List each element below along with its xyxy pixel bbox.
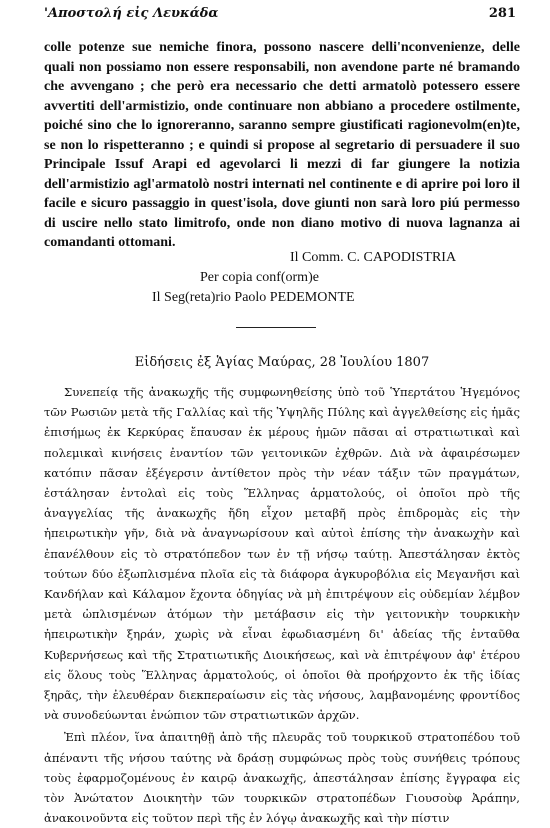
greek-paragraph-2: Ἐπὶ πλέον, ἵνα ἀπαιτηθῇ ἀπὸ τῆς πλευρᾶς τοῦ τουρκικοῦ στρατοπέδου τοῦ ἀπέναντι τῆς νήσου ταύτης νὰ δράσῃ συμφώνως πρὸς τοὺς συνήθεις τρόπους τοὺς ἐφαρμοζομένους ἐν καιρῷ ἀνακωχῆς, ἀπεστάλησαν ἐπίσης ἔγγραφα εἰς τὸν Ἀνώτατον Διοικητὴν τῶν τουρκικῶν στρατοπέδων Γιουσοὺφ Ἀράπην, ἀνακοινοῦντα εἰς τοῦτον περὶ τῆς ἐν λόγῳ ἀνακωχῆς καὶ τὴν πίστιν — [44, 730, 520, 826]
greek-paragraph-1: Συνεπείᾳ τῆς ἀνακωχῆς τῆς συμφωνηθείσης ὑπὸ τοῦ Ὑπερτάτου Ἡγεμόνος τῶν Ρωσιῶν μετὰ τῆς Γαλλίας καὶ τῆς Ὑψηλῆς Πύλης καὶ ἀγγελθείσης εἰς ἡμᾶς ἐπισήμως ἐκ Κερκύρας ἔπαυσαν ἐκ μέρους ἡμῶν πᾶσαι αἱ στρατιωτικαὶ καὶ πολεμικαὶ κινήσεις ἐναντίον τῶν γειτονικῶν ἐχθρῶν. Διὰ νὰ ἀφαιρέσωμεν κατόπιν πᾶσαν ἐξέγερσιν ἀντίθετον πρὸς τὴν νέαν τάξιν τῶν πραγμάτων, ἐστάλησαν ἐντολαὶ εἰς τοὺς Ἕλληνας ἁρματολούς, οἱ ὁποῖοι πρὸ τῆς ἀναγγελίας τῆς ἀνακωχῆς ἤδη εἶχον μεταβῆ πρὸς ἐπιδρομὰς εἰς τὴν ἠπειρωτικὴν γῆν, διὰ νὰ ἀναγνωρίσουν καὶ αὐτοὶ ἐπίσης τὴν ἀνακωχὴν καὶ ἐπανέλθουν εἰς τὸ στρατόπεδον των ἐν τῇ νήσῳ ταύτῃ. Ἀπεστάλησαν ἐκτὸς τούτων δύο ἐξωπλισμένα πλοῖα εἰς τὰ διάφορα ἀγκυροβόλια εἰς Μεγανῆσι καὶ Κανδήλαν καὶ Κάλαμον ἔχοντα ὁδηγίας νὰ μὴ ἐπιτρέψουν εἰς οὐδεμίαν λέμβον μετὰ ὡπλισμένων ἀτόμων τὴν μετάβασιν εἰς τὴν γειτονικὴν τουρκικὴν ἠπειρωτικὴν ξηράν, χωρὶς νὰ εἶναι ἐφωδιασμένη δι' ἀδείας τῆς ἐνταῦθα Κυβερνήσεως καὶ τῆς Στρατιωτικῆς Διοικήσεως, καὶ νὰ ἐπιτρέψουν ἀφ' ἑτέρου εἰς ὅλους τοὺς Ἕλληνας ἁρματολούς, οἱ ὁποῖοι θὰ προήρχοντο ἐκ τῆς ἰδίας ξηρᾶς, τὴν ἐλευθέραν διεκπεραίωσιν εἰς τὰς νήσους, λαμβανομένης φροντίδος νὰ συνοδεύωνται ἐνώπιον τῶν στρατιωτικῶν ἀρχῶν. — [44, 385, 520, 723]
running-title: 'Αποστολή εἰς Λευκάδα — [44, 6, 219, 21]
italian-paragraph: colle potenze sue nemiche finora, possono nascere delli'nconvenienze, delle quali non possiamo non essere responsabili, non avendone parte né bramando che avvengano ; che però era necessario che detti armatolò potessero essere avvertiti dell'armistizio, onde continuare non abbiano a procedere ostilmente, poiché sino che lo ignoreranno, saranno sempre giustificati ragionevolm(en)te, se non lo rispetteranno ; e quindi si propose al segretario di persuadere il suo Principale Issuf Arapi ed agevolarci li mezzi di far giungere la notizia dell'armistizio agl'armatolò nostri internati nel continente e di aprire poi loro il facile e sicuro passaggio in quest'isola, dove giunti non sarà loro piú permesso di uscire nello stato limitrofo, onde non diano motivo di nuova lagnanza ai comandanti ottomani. — [44, 40, 520, 250]
section-divider — [236, 327, 316, 328]
signature-secretary: Il Seg(reta)rio Paolo PEDEMONTE — [152, 290, 355, 305]
signature-commissioner: Il Comm. C. CAPODISTRIA — [290, 250, 457, 265]
section-title: Εἰδήσεις ἐξ Ἁγίας Μαύρας, 28 Ἰουλίου 1807 — [134, 355, 430, 370]
page-header — [44, 6, 516, 26]
italian-paragraph-block — [44, 38, 520, 253]
greek-text-block — [44, 382, 520, 828]
page-number: 281 — [488, 6, 516, 21]
signature-copy-note: Per copia conf(orm)e — [200, 270, 319, 285]
